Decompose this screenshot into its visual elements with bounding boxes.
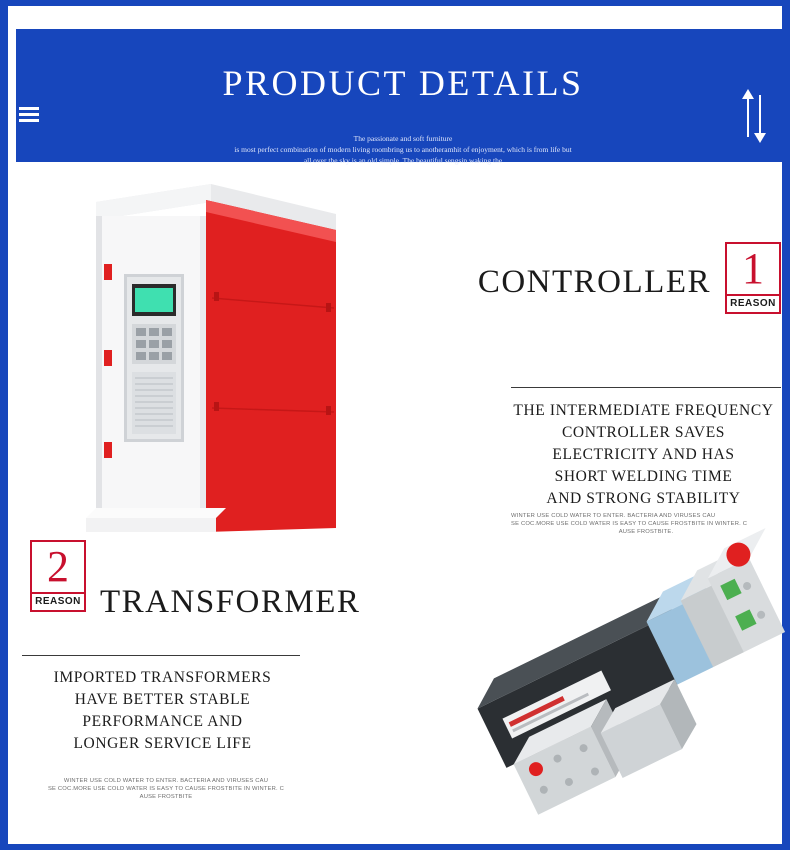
fineprint-line: WINTER USE COLD WATER TO ENTER. BACTERIA AND VIRUSES CAU [511, 513, 716, 519]
section-transformer-heading: TRANSFORMER [100, 584, 361, 620]
fineprint-line: AUSE FROSTBITE [139, 794, 193, 800]
up-down-arrow-icon[interactable] [738, 87, 768, 145]
hamburger-icon[interactable] [19, 101, 45, 127]
reason-word: REASON [727, 294, 779, 312]
section-controller-heading: CONTROLLER [477, 264, 711, 300]
page-inner [16, 12, 790, 850]
section-transformer [16, 522, 790, 842]
section-transformer-body [20, 667, 305, 755]
body-line: LONGER SERVICE LIFE [73, 735, 252, 752]
section-transformer-divider [22, 655, 300, 656]
section-transformer-fineprint [26, 777, 306, 801]
body-line: HAVE BETTER STABLE [74, 691, 251, 708]
header-subtitle-line-2: is most perfect combination of modern living roombring us to anotheramhit of enjoyment, which is from life but [234, 145, 572, 154]
body-line: THE INTERMEDIATE FREQUENCY [513, 402, 774, 419]
industrial-controller-cabinet-photo [36, 172, 386, 532]
reason-number: 2 [47, 542, 69, 591]
body-line: IMPORTED TRANSFORMERS [53, 669, 272, 686]
transformer-module-photo [456, 522, 786, 822]
page-header [16, 29, 790, 165]
fineprint-line: AUSE FROSTBITE. [618, 529, 674, 535]
reason-number: 1 [742, 244, 764, 293]
fineprint-line: SE COC.MORE USE COLD WATER IS EASY TO CAUSE FROSTBITE IN WINTER. C [511, 521, 748, 527]
section-controller [16, 162, 790, 535]
body-line: ELECTRICITY AND HAS [552, 446, 735, 463]
body-line: AND STRONG STABILITY [546, 490, 741, 507]
header-subtitle-line-3: all over the sky is an old simple. The beautiful sengsin waking the [303, 156, 503, 165]
reason-word: REASON [32, 592, 84, 610]
reason-badge-2 [30, 540, 86, 612]
body-line: SHORT WELDING TIME [554, 468, 733, 485]
body-line: PERFORMANCE AND [82, 713, 243, 730]
section-controller-body [506, 400, 781, 510]
body-line: CONTROLLER SAVES [561, 424, 726, 441]
fineprint-line: SE COC.MORE USE COLD WATER IS EASY TO CAUSE FROSTBITE IN WINTER. C [47, 786, 285, 792]
header-subtitle-line-1: The passionate and soft furniture [353, 134, 453, 143]
fineprint-line: WINTER USE COLD WATER TO ENTER. BACTERIA AND VIRUSES CAU [63, 778, 269, 784]
section-controller-divider [511, 387, 781, 388]
reason-badge-1 [725, 242, 781, 314]
page-title: PRODUCT DETAILS [222, 63, 584, 103]
